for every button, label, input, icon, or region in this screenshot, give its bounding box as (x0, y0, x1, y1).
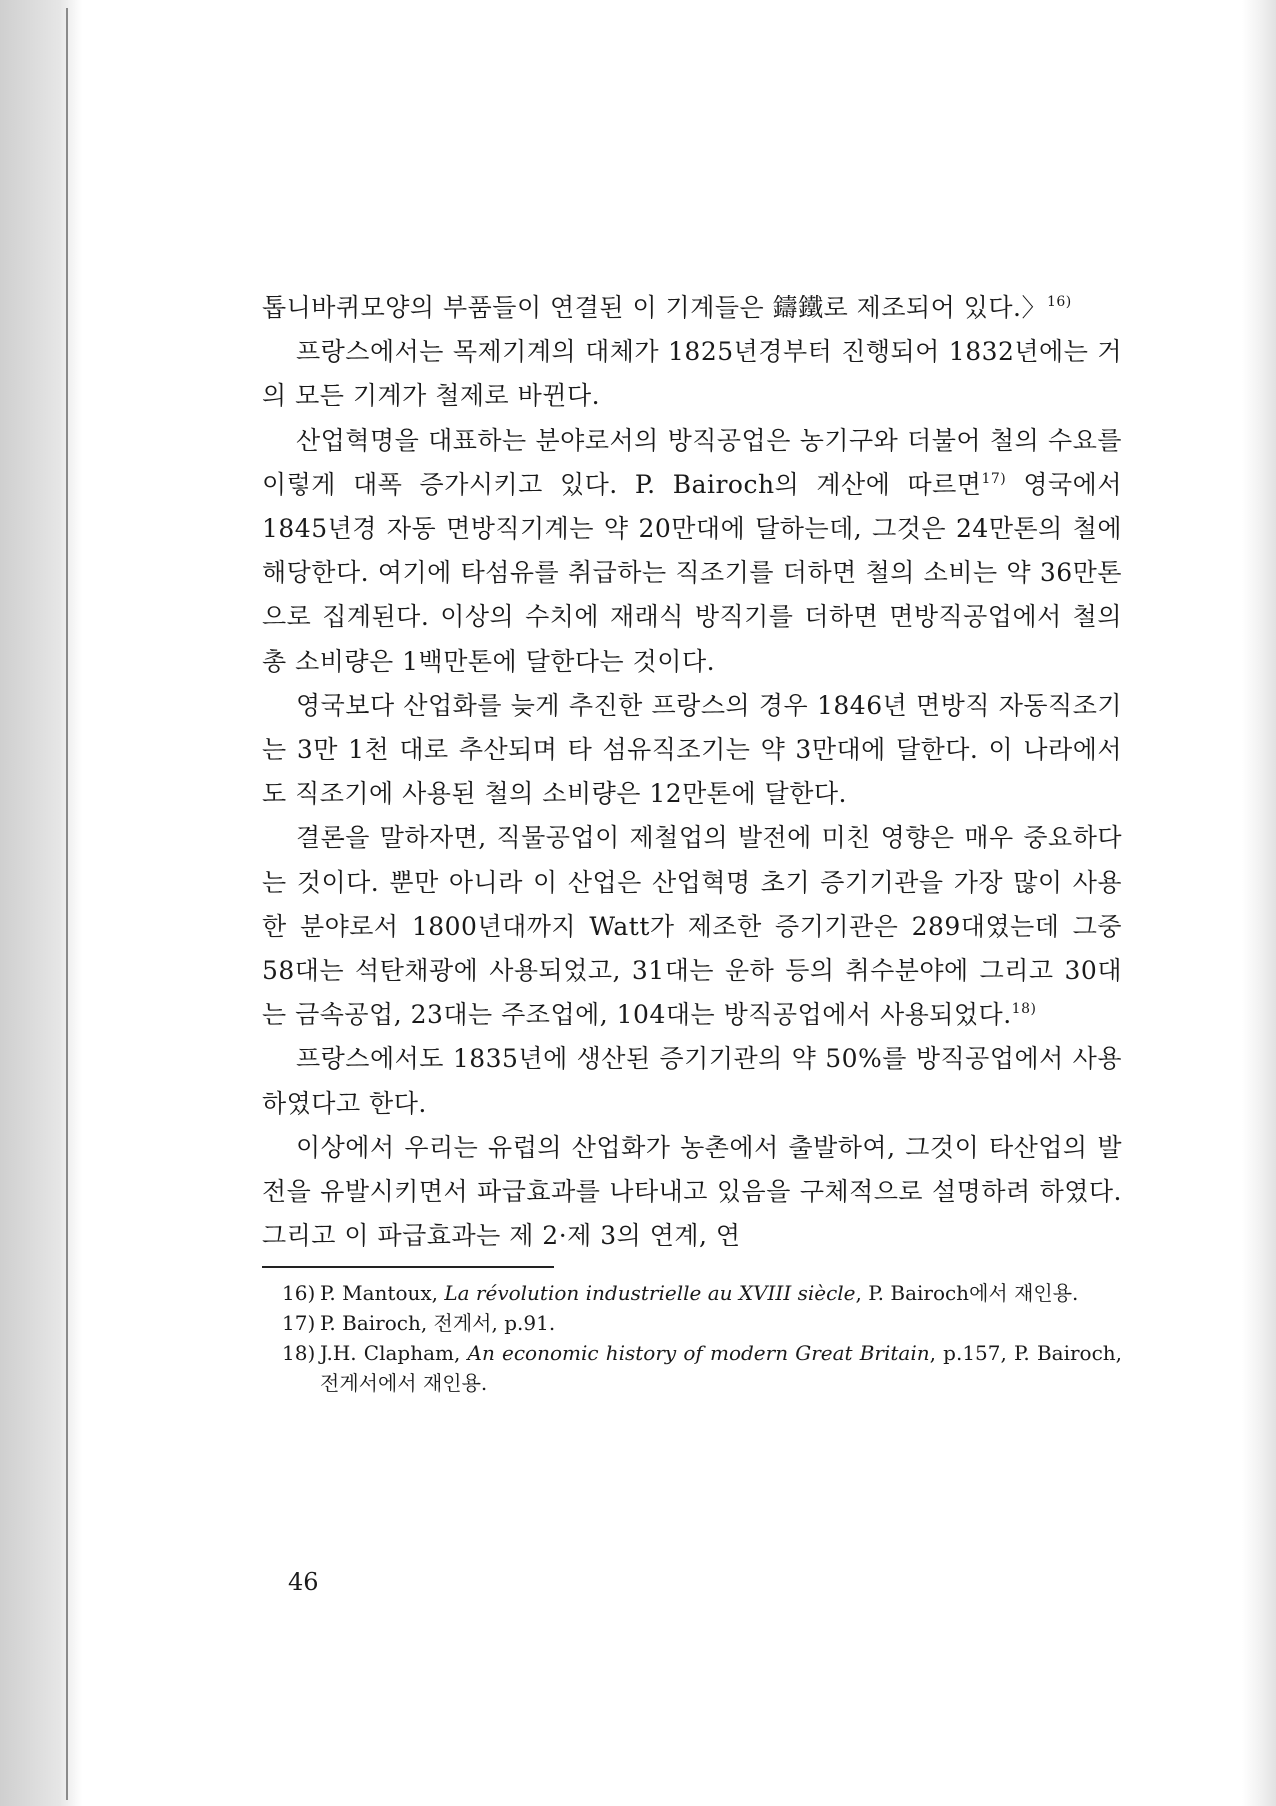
footnote-ref: 16) (1046, 294, 1072, 310)
footnote-source: , P. Bairoch에서 재인용. (855, 1281, 1079, 1306)
footnote-17 (262, 1308, 1122, 1338)
footnotes (262, 1278, 1122, 1398)
body-text (262, 286, 1122, 1258)
paragraph-text: 프랑스에서는 목제기계의 대체가 1825년경부터 진행되어 1832년에는 거의 모든 기계가 철제로 바뀐다. (262, 337, 1122, 411)
paragraph-7 (262, 1126, 1122, 1259)
footnote-number: 16) (282, 1281, 316, 1306)
paragraph-text: 결론을 말하자면, 직물공업이 제철업의 발전에 미친 영향은 매우 중요하다는 것이다. 뿐만 아니라 이 산업은 산업혁명 초기 증기기관을 가장 많이 사용한 분야로서 1800년대까지 Watt가 제조한 증기기관은 289대였는데 그중 58대는 석탄채광에 사용되었고, 31대는 운하 등의 취수분야에 그리고 30대는 금속공업, 23대는 주조업에, 104대는 방직공업에서 사용되었다. (262, 823, 1122, 1030)
page-edge-shadow-right (1242, 0, 1276, 1806)
footnote-number: 18) (282, 1341, 316, 1366)
footnote-ref: 18) (1011, 1001, 1037, 1018)
footnote-author: P. Mantoux, (320, 1281, 445, 1306)
footnote-text (320, 1338, 1122, 1398)
footnote-18 (262, 1338, 1122, 1398)
paragraph-4 (262, 684, 1122, 817)
footnote-number: 17) (282, 1311, 316, 1336)
footnote-text (320, 1308, 1122, 1338)
footnote-source: , p.157, P. Bairoch, 전게서에서 재인용. (320, 1341, 1123, 1396)
footnote-ref: 17) (981, 470, 1007, 487)
footnote-divider (262, 1266, 554, 1268)
paragraph-text: 이상에서 우리는 유럽의 산업화가 농촌에서 출발하여, 그것이 타산업의 발전을 유발시키면서 파급효과를 나타내고 있음을 구체적으로 설명하려 하였다. 그리고 이 파급효과는 제 2·제 3의 연계, 연 (262, 1132, 1122, 1251)
footnote-title: La révolution industrielle au XVIII siècle (444, 1281, 856, 1306)
footnote-title: An economic history of modern Great Britain (467, 1341, 930, 1366)
paragraph-6 (262, 1037, 1122, 1125)
page-number: 46 (288, 1568, 319, 1596)
book-page (262, 286, 1122, 1398)
paragraph-text: 톱니바퀴모양의 부품들이 연결된 이 기계들은 鑄鐵로 제조되어 있다.〉 (262, 293, 1047, 322)
paragraph-2 (262, 330, 1122, 418)
paragraph-1 (262, 286, 1122, 330)
book-binding-edge (66, 8, 68, 1800)
paragraph-3 (262, 419, 1122, 684)
paragraph-text: 영국보다 산업화를 늦게 추진한 프랑스의 경우 1846년 면방직 자동직조기는 3만 1천 대로 추산되며 타 섬유직조기는 약 3만대에 달한다. 이 나라에서도 직조기에 사용된 철의 소비량은 12만톤에 달한다. (262, 690, 1122, 809)
paragraph-5 (262, 816, 1122, 1037)
paragraph-text: 프랑스에서도 1835년에 생산된 증기기관의 약 50%를 방직공업에서 사용하였다고 한다. (262, 1044, 1122, 1118)
paragraph-text-continued: 영국에서 1845년경 자동 면방직기계는 약 20만대에 달하는데, 그것은 24만톤의 철에 해당한다. 여기에 타섬유를 취급하는 직조기를 더하면 철의 소비는 약 36만톤으로 집계된다. 이상의 수치에 재래식 방직기를 더하면 면방직공업에서 철의 총 소비량은 1백만톤에 달한다는 것이다. (262, 469, 1122, 676)
footnote-text (320, 1278, 1122, 1308)
footnote-author: P. Bairoch, 전게서, p.91. (320, 1311, 556, 1336)
paragraph-text: 산업혁명을 대표하는 분야로서의 방직공업은 농기구와 더불어 철의 수요를 이렇게 대폭 증가시키고 있다. P. Bairoch의 계산에 따르면 (262, 425, 1122, 499)
footnote-author: J.H. Clapham, (320, 1341, 468, 1366)
page-edge-shadow-left (0, 0, 82, 1806)
footnote-16 (262, 1278, 1122, 1308)
